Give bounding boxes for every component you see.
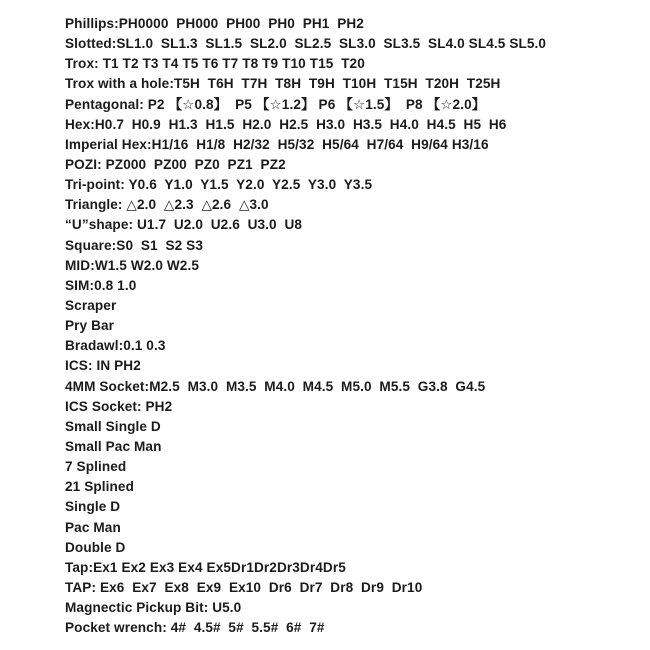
spec-line: Phillips:PH0000 PH000 PH00 PH0 PH1 PH2 — [65, 16, 364, 31]
spec-line: Square:S0 S1 S2 S3 — [65, 237, 204, 253]
spec-line: “U”shape: U1.7 U2.0 U2.6 U3.0 U8 — [65, 217, 303, 233]
spec-line: Small Single D — [65, 418, 161, 434]
spec-line: Magnectic Pickup Bit: U5.0 — [65, 600, 242, 616]
spec-line: 7 Splined — [65, 459, 127, 475]
spec-line: Bradawl:0.1 0.3 — [65, 338, 166, 354]
bit-spec-list — [65, 14, 640, 638]
spec-line: Tri-point: Y0.6 Y1.0 Y1.5 Y2.0 Y2.5 Y3.0 Y3.5 — [65, 177, 373, 193]
spec-line: Double D — [65, 539, 126, 555]
spec-line: Pry Bar — [65, 318, 115, 334]
spec-line: TAP: Ex6 Ex7 Ex8 Ex9 Ex10 Dr6 Dr7 Dr8 Dr9 Dr10 — [65, 579, 423, 595]
spec-line: Trox: T1 T2 T3 T4 T5 T6 T7 T8 T9 T10 T15 T20 — [65, 56, 365, 72]
spec-line: Hex:H0.7 H0.9 H1.3 H1.5 H2.0 H2.5 H3.0 H3.5 H4.0 H4.5 H5 H6 — [65, 116, 507, 132]
spec-line: SIM:0.8 1.0 — [65, 277, 137, 293]
spec-line: Tap:Ex1 Ex2 Ex3 Ex4 Ex5Dr1Dr2Dr3Dr4Dr5 — [65, 559, 346, 575]
spec-line: ICS: IN PH2 — [65, 358, 141, 374]
spec-line: POZI: PZ000 PZ00 PZ0 PZ1 PZ2 — [65, 156, 286, 172]
spec-line: 21 Splined — [65, 479, 134, 495]
spec-line: Small Pac Man — [65, 438, 162, 454]
spec-line: Imperial Hex:H1/16 H1/8 H2/32 H5/32 H5/64 H7/64 H9/64 H3/16 — [65, 136, 489, 152]
spec-line: Slotted:SL1.0 SL1.3 SL1.5 SL2.0 SL2.5 SL3.0 SL3.5 SL4.0 SL4.5 SL5.0 — [65, 36, 547, 52]
spec-line: ICS Socket: PH2 — [65, 398, 173, 414]
spec-line: Pentagonal: P2 【☆0.8】 P5 【☆1.2】 P6 【☆1.5】 P8 【☆2.0】 — [65, 96, 486, 112]
spec-line: Scraper — [65, 297, 117, 313]
spec-line: Pocket wrench: 4# 4.5# 5# 5.5# 6# 7# — [65, 620, 325, 636]
spec-line: Triangle: △2.0 △2.3 △2.6 △3.0 — [65, 197, 269, 213]
spec-line: Pac Man — [65, 519, 121, 535]
spec-line: 4MM Socket:M2.5 M3.0 M3.5 M4.0 M4.5 M5.0 M5.5 G3.8 G4.5 — [65, 378, 486, 394]
spec-line: MID:W1.5 W2.0 W2.5 — [65, 257, 199, 273]
spec-line: Single D — [65, 499, 121, 515]
spec-line: Trox with a hole:T5H T6H T7H T8H T9H T10H T15H T20H T25H — [65, 76, 501, 92]
